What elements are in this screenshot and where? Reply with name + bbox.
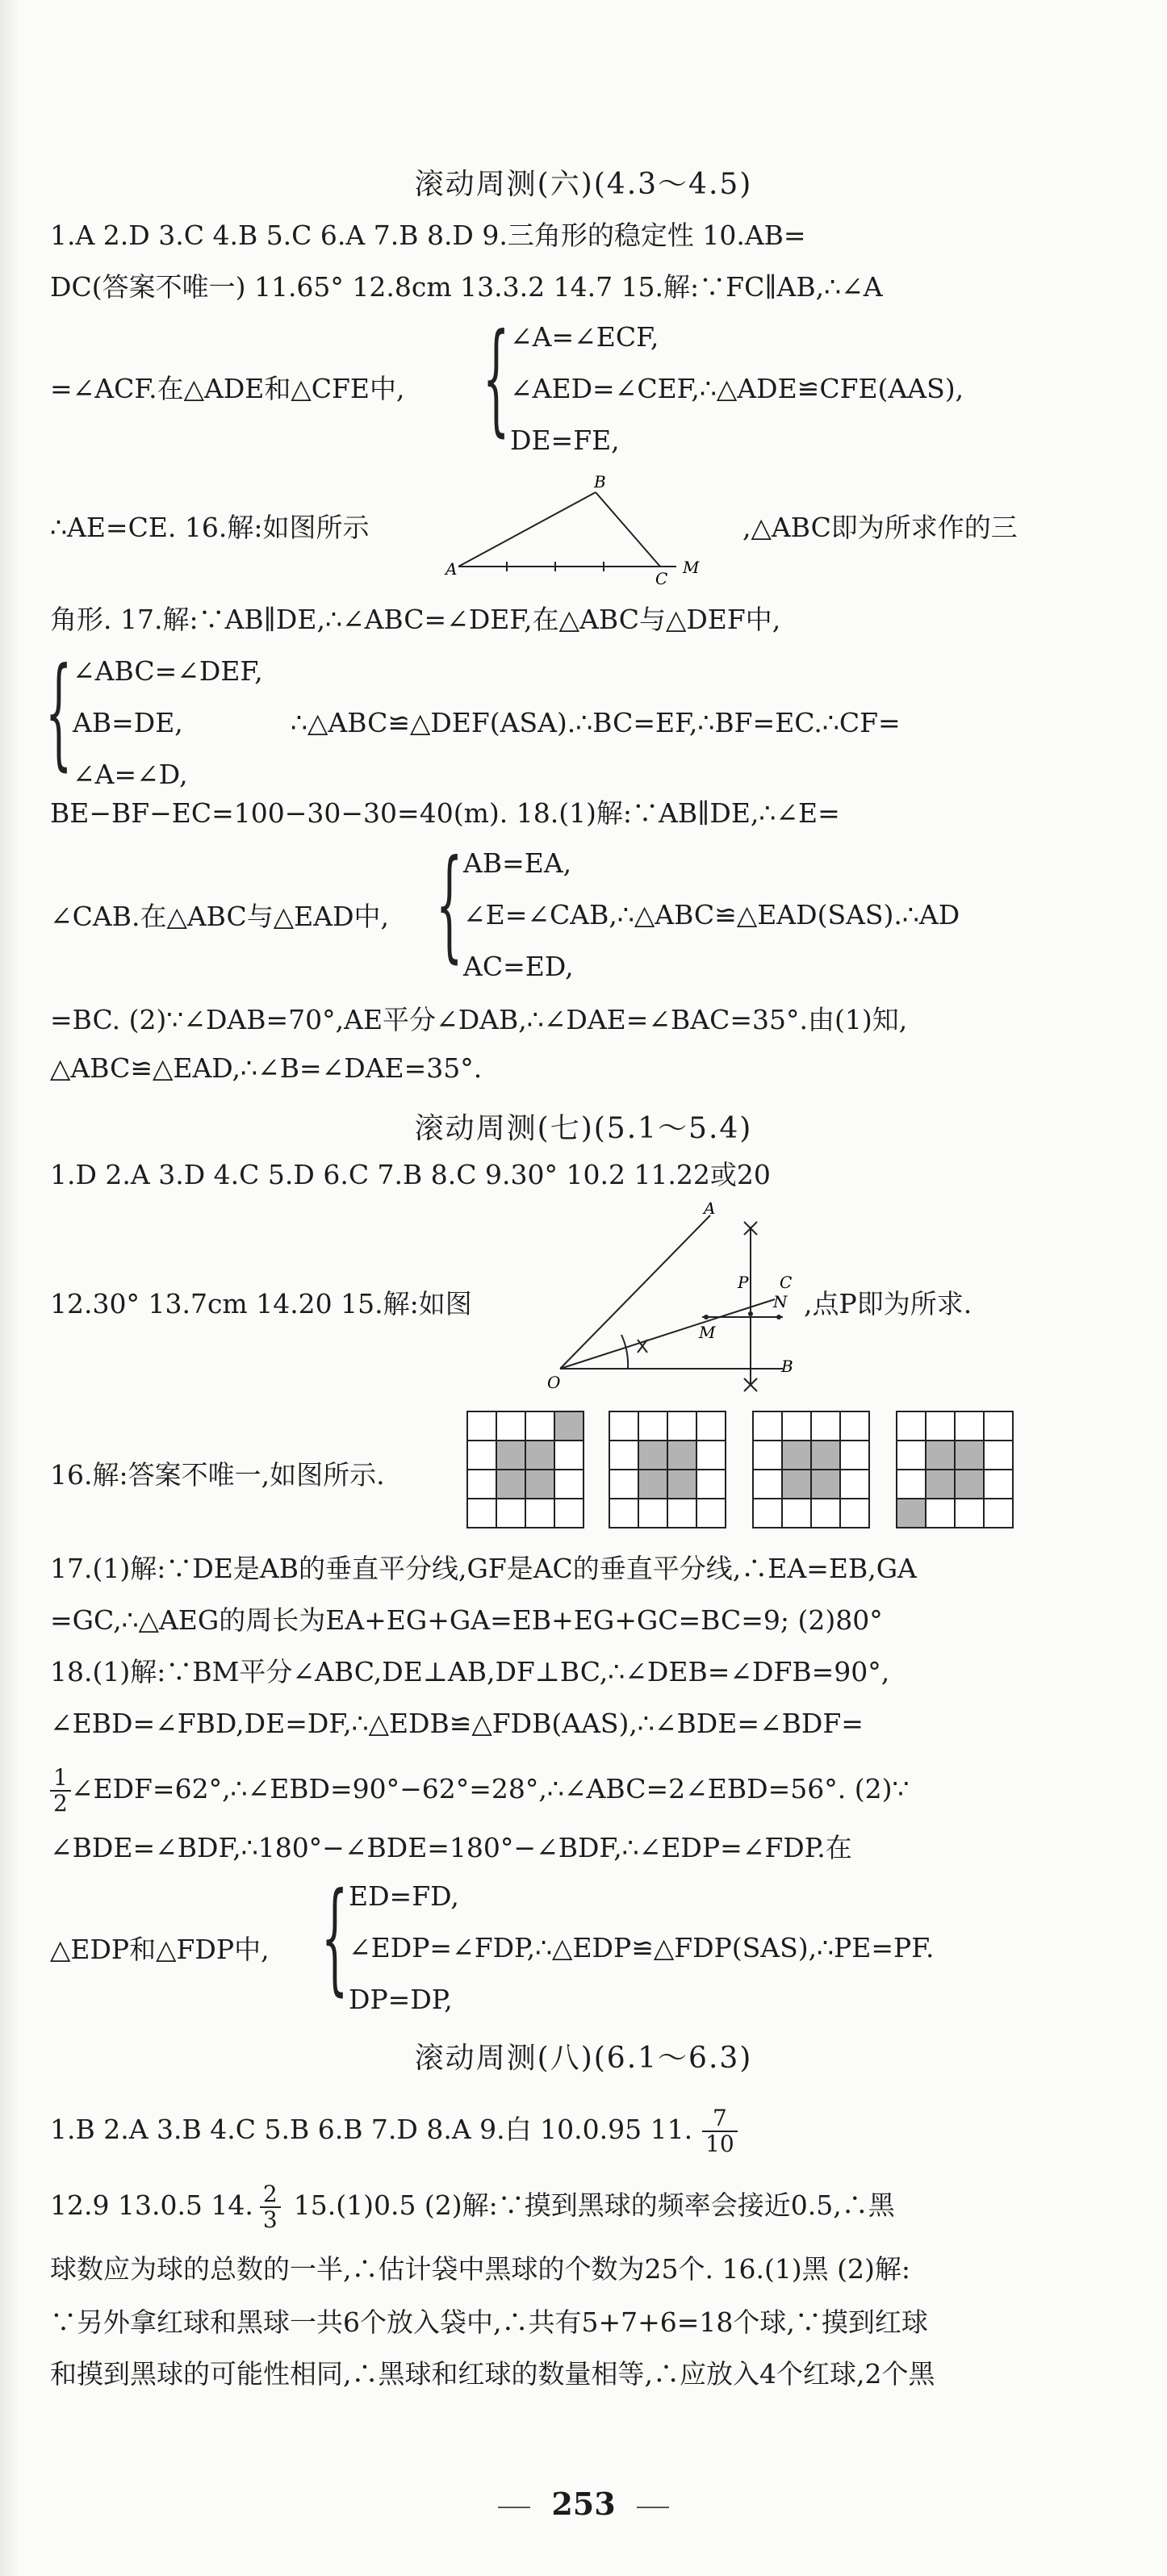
grid-cell	[667, 1470, 696, 1499]
grid-cell	[897, 1411, 926, 1441]
page-edge-shadow	[0, 0, 21, 2576]
dash	[498, 2507, 530, 2508]
grid-cell	[496, 1499, 525, 1528]
page-number	[0, 2486, 1167, 2522]
system-row: ∠A=∠D,	[73, 759, 188, 790]
brace: {	[45, 642, 73, 783]
sec8-line-1-text: 1.B 2.A 3.B 4.C 5.B 6.B 7.D 8.A 9.白 10.0.95 11.	[50, 2114, 693, 2145]
grid-cell	[753, 1441, 782, 1470]
sec7-line-9: ∠BDE=∠BDF,∴180°−∠BDE=180°−∠BDF,∴∠EDP=∠FDP.在	[50, 1832, 852, 1863]
fraction-2-3	[260, 2182, 281, 2232]
label-p: P	[738, 1273, 749, 1292]
grid-cell	[782, 1499, 811, 1528]
grid-cell	[496, 1470, 525, 1499]
denominator: 3	[262, 2206, 278, 2233]
sec6-line-2: DC(答案不唯一) 11.65° 12.8cm 13.3.2 14.7 15.解:∵FC∥AB,∴∠A	[50, 271, 883, 303]
numerator: 2	[260, 2182, 281, 2208]
sec7-line-2b: ,点P即为所求.	[804, 1288, 972, 1319]
grid-cell	[897, 1470, 926, 1499]
label-b: B	[781, 1357, 793, 1376]
grid-cell	[638, 1470, 667, 1499]
sec8-line-5: 和摸到黑球的可能性相同,∴黑球和红球的数量相等,∴应放入4个红球,2个黑	[50, 2358, 935, 2390]
sec6-line-1: 1.A 2.D 3.C 4.B 5.C 6.A 7.B 8.D 9.三角形的稳定性 10.AB=	[50, 220, 806, 251]
angle-bisector-figure-15	[541, 1202, 815, 1396]
label-c: C	[780, 1273, 793, 1292]
grid-cell	[926, 1441, 955, 1470]
grid-cell	[667, 1411, 696, 1441]
sec8-line-2a: 12.9 13.0.5 14.	[50, 2189, 253, 2221]
label-m: M	[683, 558, 700, 577]
section-8-title: 滚动周测(八)(6.1～6.3)	[414, 2042, 753, 2075]
sec6-line-7: ∠CAB.在△ABC与△EAD中,	[50, 901, 390, 932]
system-row: ∠ABC=∠DEF,	[73, 655, 263, 687]
grid-cell	[467, 1470, 496, 1499]
fraction-7-10	[702, 2106, 738, 2156]
grid-cell	[955, 1470, 984, 1499]
denominator: 2	[53, 1790, 68, 1817]
grid-cell	[638, 1499, 667, 1528]
sec7-line-6: 18.(1)解:∵BM平分∠ABC,DE⊥AB,DF⊥BC,∴∠DEB=∠DFB=90°,	[50, 1656, 890, 1687]
grid-cell	[467, 1411, 496, 1441]
grid-cell	[554, 1470, 584, 1499]
sec6-line-5: 角形. 17.解:∵AB∥DE,∴∠ABC=∠DEF,在△ABC与△DEF中,	[50, 604, 781, 635]
grid-cell	[840, 1441, 869, 1470]
sec6-line-3: =∠ACF.在△ADE和△CFE中,	[50, 373, 405, 404]
fraction-half	[50, 1766, 71, 1816]
sec7-line-4: 17.(1)解:∵DE是AB的垂直平分线,GF是AC的垂直平分线,∴EA=EB,GA	[50, 1553, 917, 1584]
grid-cell	[782, 1470, 811, 1499]
grid-cell	[696, 1411, 726, 1441]
sec6-line-5b: ∴△ABC≌△DEF(ASA).∴BC=EF,∴BF=EC.∴CF=	[291, 707, 901, 738]
system-row: ∠AED=∠CEF,∴△ADE≌CFE(AAS),	[510, 373, 964, 404]
grid-cell	[955, 1411, 984, 1441]
brace: {	[436, 834, 463, 975]
grid-cell	[696, 1470, 726, 1499]
label-a: A	[704, 1202, 716, 1218]
grid-cell	[554, 1411, 584, 1441]
shaded-grid-3	[751, 1409, 872, 1530]
brace: {	[321, 1867, 349, 2008]
section-7-title: 滚动周测(七)(5.1～5.4)	[414, 1112, 753, 1145]
numerator: 7	[702, 2106, 738, 2132]
sec8-line-2	[50, 2182, 895, 2232]
grid-cell	[667, 1441, 696, 1470]
triangle-figure-16	[442, 470, 733, 591]
shaded-grid-2	[607, 1409, 728, 1530]
sec7-line-3: 16.解:答案不唯一,如图所示.	[50, 1459, 385, 1491]
sec6-line-4b: ,△ABC即为所求作的三	[742, 512, 1018, 543]
system-row: AC=ED,	[463, 951, 574, 982]
grid-cell	[609, 1441, 638, 1470]
grid-cell	[638, 1411, 667, 1441]
numerator: 1	[50, 1766, 71, 1792]
grid-cell	[811, 1411, 840, 1441]
section-6-title: 滚动周测(六)(4.3～4.5)	[414, 168, 753, 201]
grid-cell	[753, 1499, 782, 1528]
label-a: A	[445, 559, 458, 579]
grid-cell	[525, 1470, 554, 1499]
grid-cell	[840, 1499, 869, 1528]
grid-cell	[782, 1441, 811, 1470]
grid-cell	[609, 1499, 638, 1528]
grid-cell	[926, 1499, 955, 1528]
label-b: B	[594, 472, 606, 491]
page-number-text: 253	[551, 2486, 616, 2522]
system-row: ∠E=∠CAB,∴△ABC≌△EAD(SAS).∴AD	[463, 899, 960, 930]
grid-cell	[467, 1499, 496, 1528]
grid-cell	[897, 1499, 926, 1528]
grid-cell	[496, 1441, 525, 1470]
grid-cell	[496, 1411, 525, 1441]
grid-cell	[955, 1441, 984, 1470]
shaded-grid-4	[894, 1409, 1015, 1530]
grid-cell	[609, 1411, 638, 1441]
grid-cell	[525, 1499, 554, 1528]
grid-cell	[554, 1499, 584, 1528]
sec7-line-7: ∠EBD=∠FBD,DE=DF,∴△EDB≌△FDB(AAS),∴∠BDE=∠BDF=	[50, 1708, 864, 1739]
grid-cell	[840, 1470, 869, 1499]
grid-cell	[984, 1499, 1013, 1528]
grid-cell	[897, 1441, 926, 1470]
sec7-line-2a: 12.30° 13.7cm 14.20 15.解:如图	[50, 1288, 472, 1319]
grid-cell	[696, 1499, 726, 1528]
brace: {	[483, 308, 510, 449]
label-m: M	[699, 1323, 716, 1342]
grid-cell	[926, 1411, 955, 1441]
label-c: C	[655, 569, 668, 588]
sec6-line-6: BE−BF−EC=100−30−30=40(m). 18.(1)解:∵AB∥DE,∴∠E=	[50, 797, 840, 829]
system-row: ∠EDP=∠FDP,∴△EDP≌△FDP(SAS),∴PE=PF.	[349, 1932, 935, 1963]
sec7-line-8	[50, 1766, 909, 1816]
grid-cell	[753, 1411, 782, 1441]
grid-cell	[811, 1470, 840, 1499]
sec8-line-4: ∵另外拿红球和黑球一共6个放入袋中,∴共有5+7+6=18个球,∵摸到红球	[50, 2306, 928, 2338]
sec6-line-8: =BC. (2)∵∠DAB=70°,AE平分∠DAB,∴∠DAE=∠BAC=35°.由(1)知,	[50, 1004, 908, 1035]
sec7-line-5: =GC,∴△AEG的周长为EA+EG+GA=EB+EG+GC=BC=9; (2)80°	[50, 1604, 883, 1636]
sec7-line-8-text: ∠EDF=62°,∴∠EBD=90°−62°=28°,∴∠ABC=2∠EBD=56°. (2)∵	[70, 1773, 910, 1804]
denominator: 10	[705, 2131, 734, 2157]
sec7-line-10: △EDP和△FDP中,	[50, 1934, 270, 1965]
grid-cell	[609, 1470, 638, 1499]
sec6-line-9: △ABC≌△EAD,∴∠B=∠DAE=35°.	[50, 1052, 483, 1084]
grid-cell	[811, 1499, 840, 1528]
grid-cell	[638, 1441, 667, 1470]
grid-cell	[467, 1441, 496, 1470]
system-row: ED=FD,	[349, 1880, 459, 1912]
grid-cell	[782, 1411, 811, 1441]
grid-cell	[984, 1470, 1013, 1499]
system-row: AB=EA,	[463, 847, 572, 879]
grid-cell	[554, 1441, 584, 1470]
grid-cell	[667, 1499, 696, 1528]
sec8-line-2b: 15.(1)0.5 (2)解:∵摸到黑球的频率会接近0.5,∴黑	[293, 2189, 895, 2221]
sec7-line-1: 1.D 2.A 3.D 4.C 5.D 6.C 7.B 8.C 9.30° 10.2 11.22或20	[50, 1159, 771, 1190]
grid-cell	[811, 1441, 840, 1470]
system-row: DE=FE,	[510, 424, 620, 456]
grid-cell	[984, 1441, 1013, 1470]
grid-cell	[753, 1470, 782, 1499]
system-row: DP=DP,	[349, 1984, 453, 2015]
grid-cell	[955, 1499, 984, 1528]
sec6-line-4a: ∴AE=CE. 16.解:如图所示	[50, 512, 370, 543]
label-o: O	[547, 1373, 561, 1392]
grid-cell	[840, 1411, 869, 1441]
grid-cell	[525, 1441, 554, 1470]
grid-cell	[926, 1470, 955, 1499]
dash	[637, 2507, 669, 2508]
label-n: N	[773, 1292, 788, 1311]
grid-cell	[525, 1411, 554, 1441]
system-row: ∠A=∠ECF,	[510, 321, 659, 353]
sec8-line-1	[50, 2106, 738, 2156]
grid-cell	[696, 1441, 726, 1470]
system-row: AB=DE,	[73, 707, 183, 738]
grid-cell	[984, 1411, 1013, 1441]
shaded-grid-1	[465, 1409, 586, 1530]
sec8-line-3: 球数应为球的总数的一半,∴估计袋中黑球的个数为25个. 16.(1)黑 (2)解:	[50, 2253, 911, 2285]
